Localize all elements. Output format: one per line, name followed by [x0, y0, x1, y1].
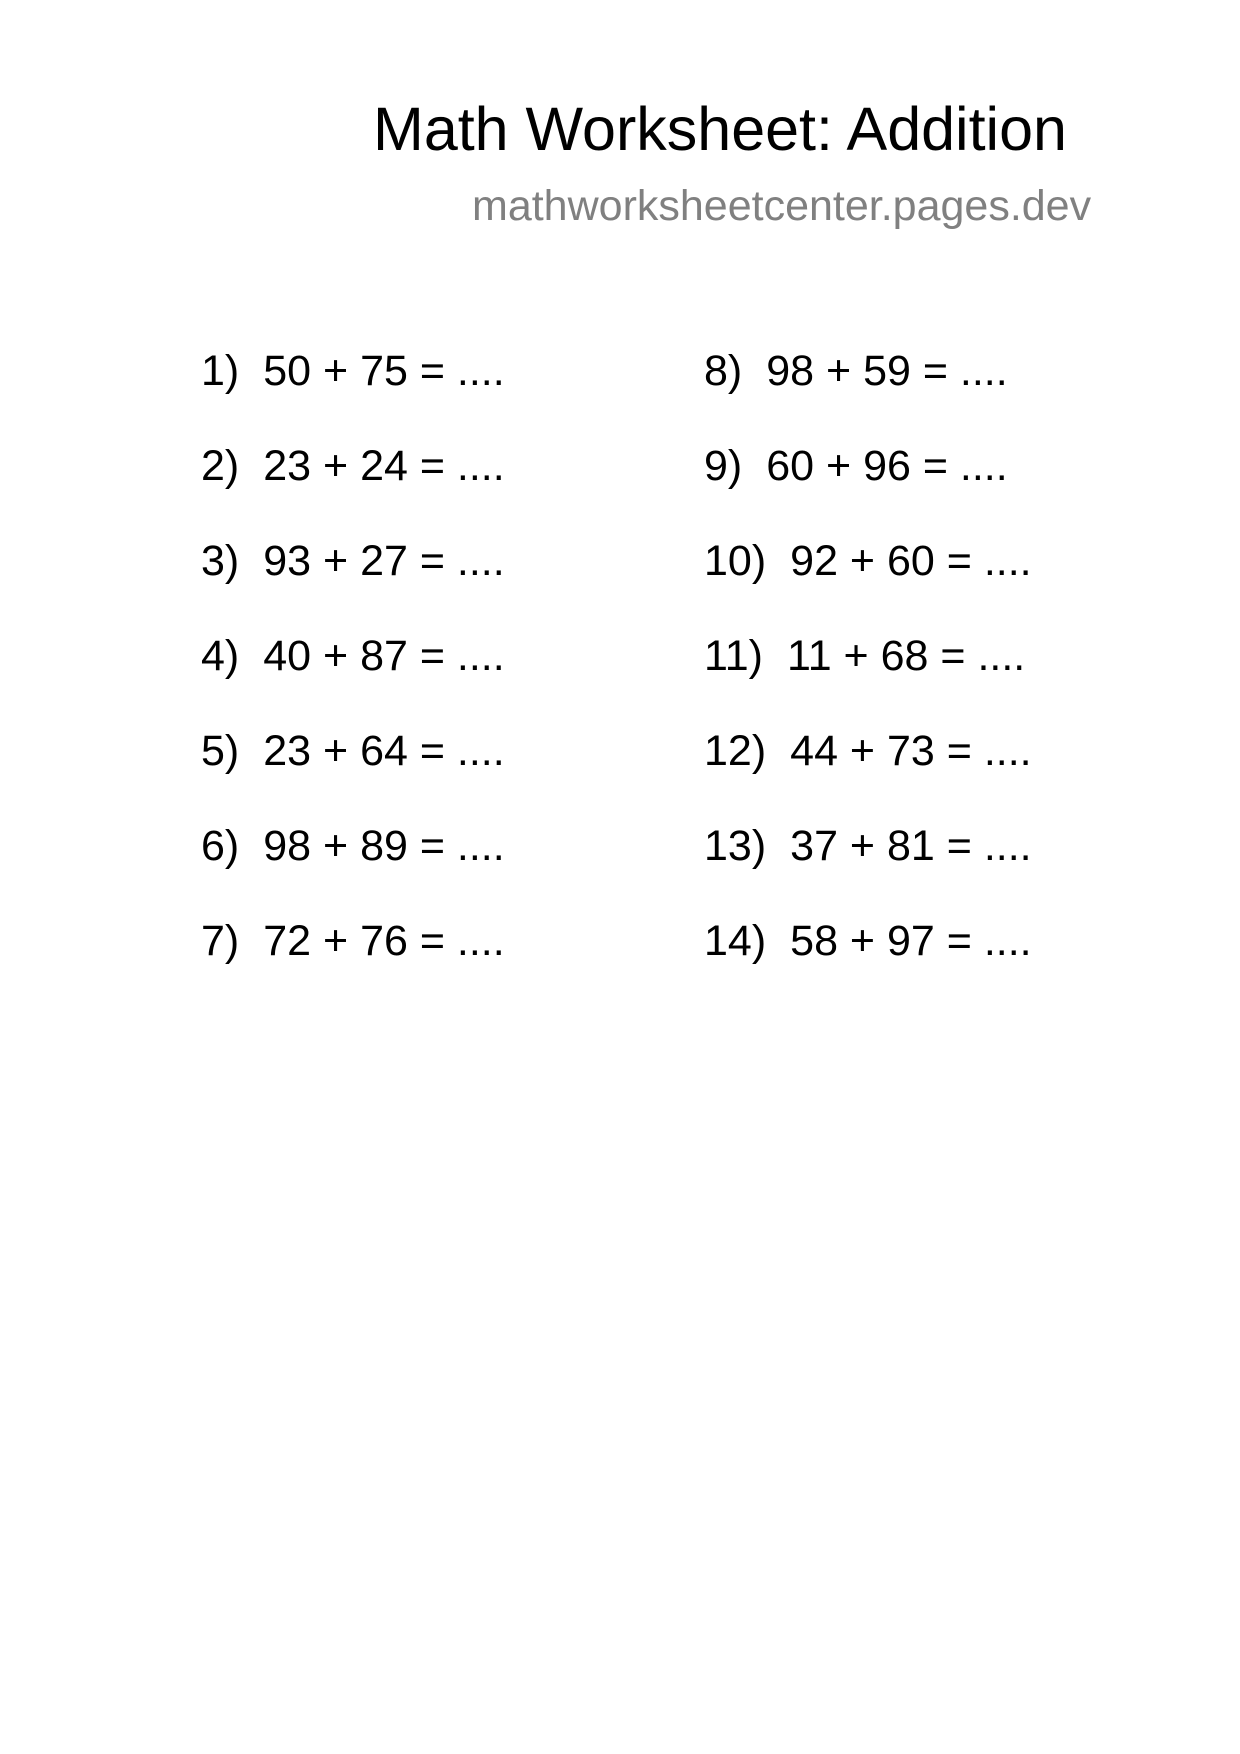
problem-expression: 72 + 76 = ....: [263, 917, 505, 965]
problem-item: [704, 347, 1124, 445]
problem-number: 14): [704, 917, 767, 965]
problem-expression: 93 + 27 = ....: [263, 537, 505, 585]
problem-item: [201, 727, 621, 825]
problem-number: 4): [201, 632, 240, 680]
problem-number: 2): [201, 442, 240, 490]
problem-item: [704, 442, 1124, 540]
problem-item: [201, 347, 621, 445]
problem-expression: 98 + 59 = ....: [766, 347, 1008, 395]
problem-number: 8): [704, 347, 743, 395]
problem-item: [704, 537, 1124, 635]
problem-expression: 37 + 81 = ....: [790, 822, 1032, 870]
problem-item: [704, 822, 1124, 920]
problem-expression: 60 + 96 = ....: [766, 442, 1008, 490]
problem-expression: 23 + 24 = ....: [263, 442, 505, 490]
problem-number: 1): [201, 347, 240, 395]
problem-number: 13): [704, 822, 767, 870]
problem-expression: 98 + 89 = ....: [263, 822, 505, 870]
problem-expression: 23 + 64 = ....: [263, 727, 505, 775]
problem-item: [704, 917, 1124, 1015]
problem-expression: 58 + 97 = ....: [790, 917, 1032, 965]
problem-number: 9): [704, 442, 743, 490]
problems-column-left: [201, 347, 621, 1015]
problem-item: [201, 822, 621, 920]
problem-number: 12): [704, 727, 767, 775]
problem-expression: 11 + 68 = ....: [786, 632, 1026, 680]
problem-number: 6): [201, 822, 240, 870]
problem-item: [201, 537, 621, 635]
problem-number: 5): [201, 727, 240, 775]
page-title: Math Worksheet: Addition: [373, 95, 1067, 163]
problem-item: [704, 727, 1124, 825]
problem-expression: 40 + 87 = ....: [263, 632, 505, 680]
problem-item: [704, 632, 1124, 730]
site-url: mathworksheetcenter.pages.dev: [472, 182, 1092, 230]
problem-expression: 44 + 73 = ....: [790, 727, 1032, 775]
problem-number: 3): [201, 537, 240, 585]
problem-item: [201, 442, 621, 540]
problem-expression: 92 + 60 = ....: [790, 537, 1032, 585]
problem-number: 7): [201, 917, 240, 965]
problem-number: 10): [704, 537, 767, 585]
problems-column-right: [704, 347, 1124, 1015]
problem-expression: 50 + 75 = ....: [263, 347, 505, 395]
problem-item: [201, 632, 621, 730]
problem-item: [201, 917, 621, 1015]
problem-number: 11): [704, 632, 763, 680]
